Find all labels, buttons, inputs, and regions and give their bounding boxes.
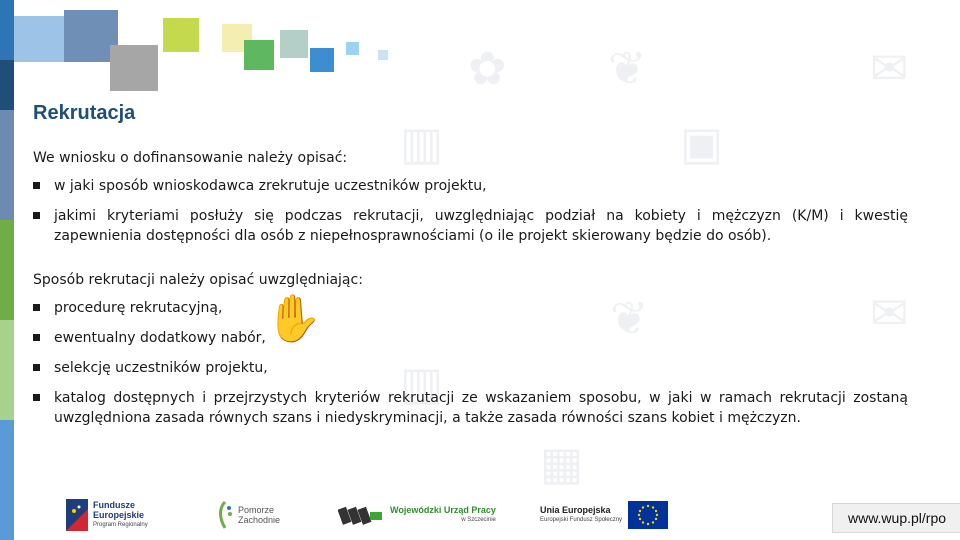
eu-flag-icon xyxy=(628,501,668,529)
bullet-icon xyxy=(33,212,40,219)
section-heading-bold: Sposób rekrutacji xyxy=(33,272,155,288)
intro-text: We wniosku o dofinansowanie należy opisać: xyxy=(33,150,348,166)
pomorze-zachodnie-logo: Pomorze Zachodnie xyxy=(215,496,280,534)
wup-szczecin-logo: Wojewódzki Urząd Pracy w Szczecinie xyxy=(338,496,496,534)
leaf-icon: ❦ xyxy=(608,41,647,95)
book-icon: ▥ xyxy=(400,116,444,170)
list-item: jakimi kryteriami posłuży się podczas rekrutacji, uwzględniając podział na kobiety i mężczyzn (K/M) i kwestię zapewnienia dostępności dla osób z niepełnosprawnościami (o ile projekt skierowany będzie do osób). xyxy=(33,206,908,246)
chat-icon: ✉ xyxy=(870,286,909,340)
briefcase-icon: ▣ xyxy=(680,116,724,170)
fe-mark-icon xyxy=(66,499,88,531)
pomorze-mark-icon xyxy=(215,500,235,530)
list-item: selekcję uczestników projektu, xyxy=(33,358,908,378)
fence-icon: ▦ xyxy=(540,436,584,490)
section-heading-rest: należy opisać uwzględniając: xyxy=(154,272,363,288)
slide-title: Rekrutacja xyxy=(33,102,136,124)
list-item: w jaki sposób wnioskodawca zrekrutuje uczestników projektu, xyxy=(33,176,908,196)
bullet-icon xyxy=(33,364,40,371)
leaf-icon: ❦ xyxy=(610,291,649,345)
list-item: katalog dostępnych i przejrzystych kryteriów rekrutacji ze wskazaniem sposobu, w jaki w ramach rekrutacji zostaną uwzględniona zasada równych szans i niedyskryminacji, a także zasada równości szans kobiet i mężczyzn. xyxy=(33,388,908,428)
section-heading xyxy=(33,270,908,290)
website-url[interactable]: www.wup.pl/rpo xyxy=(832,503,960,533)
intro-bullet-list xyxy=(33,176,908,246)
bullet-icon xyxy=(33,334,40,341)
list-item: ewentualny dodatkowy nabór, xyxy=(33,328,908,348)
slide-content xyxy=(33,148,908,438)
unia-europejska-logo: Unia Europejska Europejski Fundusz Społeczny xyxy=(540,496,668,534)
fundusze-europejskie-logo: Fundusze Europejskie Program Regionalny xyxy=(66,496,148,534)
bullet-icon xyxy=(33,394,40,401)
list-item: procedurę rekrutacyjną, xyxy=(33,298,908,318)
recycle-icon: ✿ xyxy=(468,41,507,95)
bullet-icon xyxy=(33,182,40,189)
section-bullet-list xyxy=(33,298,908,428)
book-icon: ▥ xyxy=(400,356,444,410)
bullet-icon xyxy=(33,304,40,311)
chat-icon: ✉ xyxy=(870,41,909,95)
hand-icon: ✋ xyxy=(265,291,323,345)
wup-mark-icon xyxy=(338,502,384,528)
